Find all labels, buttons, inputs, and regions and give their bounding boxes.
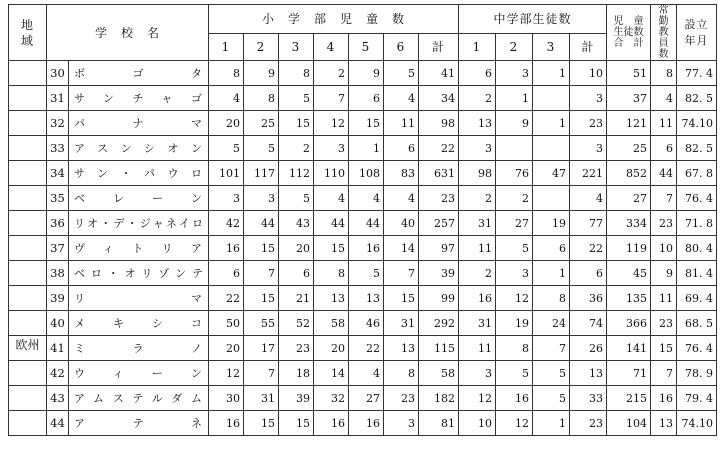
elem-grade-4: 58 — [314, 311, 349, 336]
header-elem-col-total: 計 — [419, 33, 459, 60]
school-name: アテネ — [69, 411, 209, 436]
table-row — [9, 136, 717, 161]
elem-grade-1: 101 — [209, 161, 244, 186]
mid-grade-2: 3 — [496, 261, 533, 286]
elem-grade-6: 83 — [384, 161, 419, 186]
elem-grade-5: 16 — [349, 411, 384, 436]
school-number: 31 — [47, 86, 69, 111]
mid-grade-1: 98 — [459, 161, 496, 186]
mid-grade-2 — [496, 136, 533, 161]
table-row — [9, 86, 717, 111]
elem-grade-5: 6 — [349, 86, 384, 111]
enrollment-table — [8, 4, 717, 436]
teachers-count: 8 — [651, 61, 677, 86]
header-mid-col: 3 — [533, 33, 570, 60]
students-total: 366 — [607, 311, 651, 336]
school-name: パナマ — [69, 111, 209, 136]
founded-date: 81. 4 — [677, 261, 717, 286]
mid-grade-3 — [533, 136, 570, 161]
region-cell — [9, 386, 47, 411]
mid-grade-1: 13 — [459, 111, 496, 136]
elem-grade-6: 6 — [384, 136, 419, 161]
mid-total: 23 — [570, 411, 607, 436]
mid-total: 77 — [570, 211, 607, 236]
elem-grade-1: 5 — [209, 136, 244, 161]
mid-total: 3 — [570, 86, 607, 111]
elem-grade-2: 15 — [244, 286, 279, 311]
school-number: 38 — [47, 261, 69, 286]
elem-total: 41 — [419, 61, 459, 86]
elem-grade-6: 40 — [384, 211, 419, 236]
mid-grade-3: 1 — [533, 111, 570, 136]
elem-grade-1: 20 — [209, 336, 244, 361]
teachers-count: 11 — [651, 111, 677, 136]
teachers-count: 16 — [651, 386, 677, 411]
school-name: サン・パウロ — [69, 161, 209, 186]
elem-grade-3: 21 — [279, 286, 314, 311]
elem-grade-1: 20 — [209, 111, 244, 136]
header-middle-group: 中学部生徒数 — [459, 5, 607, 34]
elem-grade-2: 7 — [244, 361, 279, 386]
founded-date: 78. 9 — [677, 361, 717, 386]
school-name: サンチャゴ — [69, 86, 209, 111]
school-number: 30 — [47, 61, 69, 86]
elem-total: 97 — [419, 236, 459, 261]
school-number: 37 — [47, 236, 69, 261]
mid-total: 6 — [570, 261, 607, 286]
mid-grade-3: 5 — [533, 361, 570, 386]
mid-grade-1: 10 — [459, 411, 496, 436]
elem-grade-4: 15 — [314, 236, 349, 261]
students-total: 135 — [607, 286, 651, 311]
school-number: 33 — [47, 136, 69, 161]
mid-total: 10 — [570, 61, 607, 86]
teachers-count: 44 — [651, 161, 677, 186]
students-total: 25 — [607, 136, 651, 161]
elem-grade-3: 15 — [279, 411, 314, 436]
school-number: 43 — [47, 386, 69, 411]
elem-total: 257 — [419, 211, 459, 236]
elem-grade-4: 44 — [314, 211, 349, 236]
elem-grade-3: 20 — [279, 236, 314, 261]
elem-grade-4: 3 — [314, 136, 349, 161]
mid-total: 3 — [570, 136, 607, 161]
school-name: アスンシオン — [69, 136, 209, 161]
elem-grade-1: 12 — [209, 361, 244, 386]
mid-grade-2: 5 — [496, 236, 533, 261]
elem-grade-3: 23 — [279, 336, 314, 361]
mid-grade-2: 76 — [496, 161, 533, 186]
school-name: ヴィトリア — [69, 236, 209, 261]
elem-grade-6: 23 — [384, 386, 419, 411]
elem-grade-5: 9 — [349, 61, 384, 86]
mid-grade-3: 1 — [533, 411, 570, 436]
table-row — [9, 411, 717, 436]
teachers-count: 10 — [651, 236, 677, 261]
mid-grade-3 — [533, 86, 570, 111]
elem-grade-6: 15 — [384, 286, 419, 311]
elem-grade-5: 27 — [349, 386, 384, 411]
mid-total: 26 — [570, 336, 607, 361]
mid-grade-3: 5 — [533, 386, 570, 411]
header-elem-col: 1 — [209, 33, 244, 60]
founded-date: 80. 4 — [677, 236, 717, 261]
elem-grade-5: 22 — [349, 336, 384, 361]
elem-grade-2: 5 — [244, 136, 279, 161]
header-teachers: 常勤 教員 数 — [651, 5, 677, 61]
school-number: 44 — [47, 411, 69, 436]
elem-grade-1: 8 — [209, 61, 244, 86]
elem-grade-3: 39 — [279, 386, 314, 411]
table-row — [9, 236, 717, 261]
header-elem-col: 3 — [279, 33, 314, 60]
school-number: 39 — [47, 286, 69, 311]
mid-grade-1: 31 — [459, 311, 496, 336]
mid-total: 221 — [570, 161, 607, 186]
students-total: 27 — [607, 186, 651, 211]
elem-grade-2: 8 — [244, 86, 279, 111]
school-name: ウィーン — [69, 361, 209, 386]
mid-total: 36 — [570, 286, 607, 311]
founded-date: 82. 5 — [677, 86, 717, 111]
region-cell — [9, 211, 47, 236]
header-elem-col: 5 — [349, 33, 384, 60]
school-enrollment-table — [8, 4, 717, 436]
mid-grade-3: 19 — [533, 211, 570, 236]
header-elem-col: 6 — [384, 33, 419, 60]
elem-grade-4: 7 — [314, 86, 349, 111]
elem-grade-6: 4 — [384, 186, 419, 211]
school-name: ボゴタ — [69, 61, 209, 86]
founded-date: 77. 4 — [677, 61, 717, 86]
school-name: ベレーン — [69, 186, 209, 211]
elem-grade-4: 12 — [314, 111, 349, 136]
students-total: 71 — [607, 361, 651, 386]
region-cell — [9, 286, 47, 311]
elem-grade-4: 2 — [314, 61, 349, 86]
table-body — [9, 61, 717, 436]
elem-grade-6: 4 — [384, 86, 419, 111]
teachers-count: 23 — [651, 311, 677, 336]
region-cell — [9, 136, 47, 161]
students-total: 141 — [607, 336, 651, 361]
header-elem-col: 4 — [314, 33, 349, 60]
students-total: 51 — [607, 61, 651, 86]
header-mid-col: 2 — [496, 33, 533, 60]
mid-grade-3: 6 — [533, 236, 570, 261]
school-name: ミラノ — [69, 336, 209, 361]
table-row — [9, 336, 717, 361]
teachers-count: 4 — [651, 86, 677, 111]
school-number: 35 — [47, 186, 69, 211]
table-row — [9, 311, 717, 336]
elem-grade-1: 22 — [209, 286, 244, 311]
elem-grade-5: 108 — [349, 161, 384, 186]
founded-date: 82. 5 — [677, 136, 717, 161]
elem-grade-4: 32 — [314, 386, 349, 411]
founded-date: 71. 8 — [677, 211, 717, 236]
elem-grade-1: 50 — [209, 311, 244, 336]
region-cell — [9, 261, 47, 286]
region-cell — [9, 311, 47, 336]
elem-grade-5: 16 — [349, 236, 384, 261]
elem-grade-5: 5 — [349, 261, 384, 286]
teachers-count: 15 — [651, 336, 677, 361]
region-cell — [9, 361, 47, 386]
elem-grade-2: 31 — [244, 386, 279, 411]
elem-grade-6: 3 — [384, 411, 419, 436]
region-cell — [9, 86, 47, 111]
region-cell — [9, 186, 47, 211]
mid-grade-1: 2 — [459, 261, 496, 286]
elem-grade-4: 20 — [314, 336, 349, 361]
mid-total: 33 — [570, 386, 607, 411]
school-name: リマ — [69, 286, 209, 311]
elem-grade-5: 15 — [349, 111, 384, 136]
mid-grade-3 — [533, 186, 570, 211]
elem-grade-2: 3 — [244, 186, 279, 211]
region-cell — [9, 61, 47, 86]
elem-total: 23 — [419, 186, 459, 211]
elem-grade-5: 13 — [349, 286, 384, 311]
elem-grade-6: 14 — [384, 236, 419, 261]
elem-grade-2: 55 — [244, 311, 279, 336]
header-mid-col: 1 — [459, 33, 496, 60]
table-row — [9, 361, 717, 386]
school-name: アムステルダム — [69, 386, 209, 411]
elem-grade-2: 117 — [244, 161, 279, 186]
mid-grade-2: 9 — [496, 111, 533, 136]
mid-grade-2: 8 — [496, 336, 533, 361]
elem-total: 98 — [419, 111, 459, 136]
founded-date: 76. 4 — [677, 186, 717, 211]
elem-grade-4: 14 — [314, 361, 349, 386]
mid-total: 74 — [570, 311, 607, 336]
founded-date: 67. 8 — [677, 161, 717, 186]
mid-grade-2: 12 — [496, 286, 533, 311]
elem-grade-1: 30 — [209, 386, 244, 411]
elem-grade-3: 8 — [279, 61, 314, 86]
founded-date: 76. 4 — [677, 336, 717, 361]
teachers-count: 7 — [651, 361, 677, 386]
elem-grade-1: 3 — [209, 186, 244, 211]
elem-grade-6: 13 — [384, 336, 419, 361]
elem-grade-3: 5 — [279, 86, 314, 111]
elem-total: 631 — [419, 161, 459, 186]
region-cell — [9, 161, 47, 186]
students-total: 121 — [607, 111, 651, 136]
teachers-count: 11 — [651, 286, 677, 311]
elem-grade-5: 4 — [349, 186, 384, 211]
school-number: 32 — [47, 111, 69, 136]
elem-grade-3: 43 — [279, 211, 314, 236]
elem-total: 292 — [419, 311, 459, 336]
students-total: 119 — [607, 236, 651, 261]
elem-grade-4: 8 — [314, 261, 349, 286]
school-name: メキシコ — [69, 311, 209, 336]
school-number: 41 — [47, 336, 69, 361]
header-school-name: 学 校 名 — [47, 5, 209, 61]
elem-grade-5: 1 — [349, 136, 384, 161]
table-row — [9, 386, 717, 411]
teachers-count: 9 — [651, 261, 677, 286]
mid-grade-1: 16 — [459, 286, 496, 311]
table-row — [9, 161, 717, 186]
elem-grade-4: 13 — [314, 286, 349, 311]
region-cell: 欧州 — [9, 336, 47, 361]
mid-grade-2: 1 — [496, 86, 533, 111]
mid-grade-1: 31 — [459, 211, 496, 236]
elem-grade-3: 2 — [279, 136, 314, 161]
mid-grade-1: 11 — [459, 336, 496, 361]
students-total: 215 — [607, 386, 651, 411]
elem-grade-5: 46 — [349, 311, 384, 336]
teachers-count: 13 — [651, 411, 677, 436]
region-cell — [9, 111, 47, 136]
founded-date: 68. 5 — [677, 311, 717, 336]
founded-date: 79. 4 — [677, 386, 717, 411]
region-cell — [9, 411, 47, 436]
elem-total: 34 — [419, 86, 459, 111]
elem-total: 81 — [419, 411, 459, 436]
mid-total: 4 — [570, 186, 607, 211]
elem-total: 58 — [419, 361, 459, 386]
elem-grade-3: 5 — [279, 186, 314, 211]
students-total: 852 — [607, 161, 651, 186]
elem-grade-4: 4 — [314, 186, 349, 211]
header-mid-col-total: 計 — [570, 33, 607, 60]
elem-grade-3: 15 — [279, 111, 314, 136]
mid-grade-2: 5 — [496, 361, 533, 386]
elem-grade-2: 7 — [244, 261, 279, 286]
mid-grade-3: 47 — [533, 161, 570, 186]
elem-grade-6: 8 — [384, 361, 419, 386]
elem-grade-4: 16 — [314, 411, 349, 436]
table-row — [9, 211, 717, 236]
elem-total: 115 — [419, 336, 459, 361]
elem-grade-2: 17 — [244, 336, 279, 361]
elem-total: 99 — [419, 286, 459, 311]
mid-grade-1: 2 — [459, 186, 496, 211]
mid-grade-2: 3 — [496, 61, 533, 86]
elem-total: 182 — [419, 386, 459, 411]
elem-grade-1: 4 — [209, 86, 244, 111]
teachers-count: 23 — [651, 211, 677, 236]
region-cell — [9, 236, 47, 261]
school-number: 34 — [47, 161, 69, 186]
school-number: 36 — [47, 211, 69, 236]
elem-grade-2: 15 — [244, 236, 279, 261]
mid-grade-1: 12 — [459, 386, 496, 411]
mid-grade-2: 12 — [496, 411, 533, 436]
elem-grade-1: 16 — [209, 236, 244, 261]
elem-total: 39 — [419, 261, 459, 286]
elem-grade-3: 18 — [279, 361, 314, 386]
mid-grade-1: 3 — [459, 136, 496, 161]
elem-grade-5: 44 — [349, 211, 384, 236]
mid-total: 22 — [570, 236, 607, 261]
mid-grade-3: 24 — [533, 311, 570, 336]
mid-grade-3: 1 — [533, 61, 570, 86]
table-row — [9, 286, 717, 311]
mid-total: 23 — [570, 111, 607, 136]
table-row — [9, 61, 717, 86]
mid-total: 13 — [570, 361, 607, 386]
elem-grade-3: 52 — [279, 311, 314, 336]
elem-grade-2: 9 — [244, 61, 279, 86]
elem-grade-2: 44 — [244, 211, 279, 236]
elem-grade-6: 11 — [384, 111, 419, 136]
elem-grade-1: 42 — [209, 211, 244, 236]
elem-grade-6: 31 — [384, 311, 419, 336]
school-name: ベロ・オリゾンテ — [69, 261, 209, 286]
school-number: 40 — [47, 311, 69, 336]
mid-grade-2: 19 — [496, 311, 533, 336]
elem-grade-3: 112 — [279, 161, 314, 186]
elem-grade-4: 110 — [314, 161, 349, 186]
elem-grade-2: 15 — [244, 411, 279, 436]
mid-grade-3: 8 — [533, 286, 570, 311]
mid-grade-1: 11 — [459, 236, 496, 261]
mid-grade-2: 16 — [496, 386, 533, 411]
mid-grade-2: 2 — [496, 186, 533, 211]
mid-grade-1: 3 — [459, 361, 496, 386]
table-row — [9, 261, 717, 286]
elem-grade-3: 6 — [279, 261, 314, 286]
students-total: 45 — [607, 261, 651, 286]
school-name: リオ・デ・ジャネイロ — [69, 211, 209, 236]
elem-grade-1: 16 — [209, 411, 244, 436]
elem-grade-6: 5 — [384, 61, 419, 86]
elem-grade-1: 6 — [209, 261, 244, 286]
elem-total: 22 — [419, 136, 459, 161]
mid-grade-3: 7 — [533, 336, 570, 361]
table-row — [9, 186, 717, 211]
elem-grade-6: 7 — [384, 261, 419, 286]
students-total: 37 — [607, 86, 651, 111]
header-elementary-group: 小 学 部 児 童 数 — [209, 5, 459, 34]
header-founded: 設立 年月 — [677, 5, 717, 61]
header-elem-col: 2 — [244, 33, 279, 60]
mid-grade-1: 6 — [459, 61, 496, 86]
founded-date: 69. 4 — [677, 286, 717, 311]
founded-date: 74.10 — [677, 411, 717, 436]
students-total: 334 — [607, 211, 651, 236]
founded-date: 74.10 — [677, 111, 717, 136]
elem-grade-5: 4 — [349, 361, 384, 386]
header-region: 地 域 — [9, 5, 47, 61]
students-total: 104 — [607, 411, 651, 436]
header-total: 児 童 生徒数 合 計 — [607, 5, 651, 61]
teachers-count: 6 — [651, 136, 677, 161]
mid-grade-1: 2 — [459, 86, 496, 111]
school-number: 42 — [47, 361, 69, 386]
mid-grade-3: 1 — [533, 261, 570, 286]
table-row — [9, 111, 717, 136]
teachers-count: 7 — [651, 186, 677, 211]
mid-grade-2: 27 — [496, 211, 533, 236]
elem-grade-2: 25 — [244, 111, 279, 136]
